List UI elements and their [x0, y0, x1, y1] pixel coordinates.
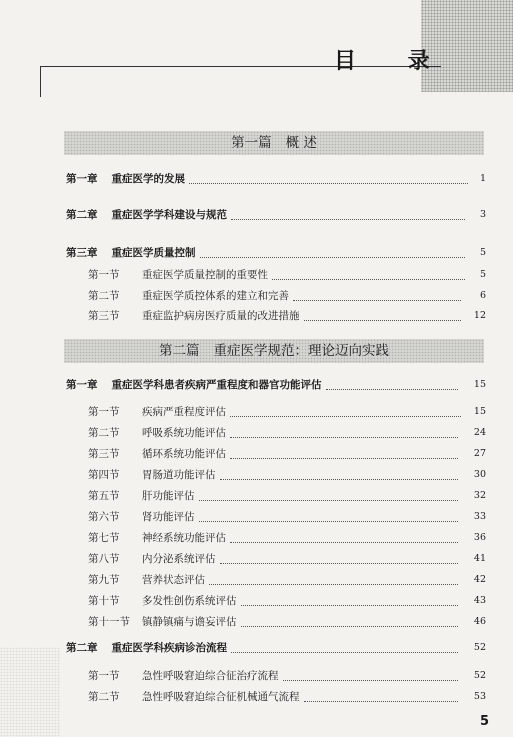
toc-chapter-row[interactable]	[0, 206, 513, 224]
toc-entry-number: 第十节	[88, 595, 120, 607]
toc-entry-text	[88, 403, 226, 421]
part-label: 第二篇	[159, 343, 200, 359]
toc-entry-number: 第四节	[88, 469, 120, 481]
toc-entry-number: 第三章	[66, 247, 98, 259]
part-label: 第一篇	[231, 135, 272, 151]
toc-page-number: 30	[473, 469, 486, 480]
toc-entry-title: 重症医学质量控制	[111, 247, 196, 259]
toc-page-number: 33	[473, 511, 486, 522]
leader-dots	[241, 587, 458, 606]
toc-section-row[interactable]	[0, 688, 513, 706]
toc-entry-text	[88, 667, 279, 685]
toc-entry-title: 胃肠道功能评估	[142, 469, 216, 481]
page-number: 5	[479, 714, 489, 729]
leader-dots	[230, 419, 458, 438]
toc-entry-text	[66, 376, 322, 394]
leader-dots	[209, 566, 458, 585]
toc-entry-text	[88, 307, 300, 325]
leader-dots	[231, 634, 458, 653]
toc-entry-text	[88, 466, 216, 484]
toc-page-number: 53	[473, 691, 486, 702]
toc-entry-number: 第三节	[88, 448, 120, 460]
toc-page-number: 52	[473, 642, 486, 653]
toc-entry-number: 第二节	[88, 290, 120, 302]
leader-dots	[241, 608, 458, 627]
page-title: 目 录	[334, 48, 452, 74]
toc-page-number: 6	[479, 290, 486, 301]
toc-page-number: 15	[473, 406, 486, 417]
toc-entry-text	[66, 206, 227, 224]
leader-dots	[199, 482, 458, 501]
toc-entry-title: 肝功能评估	[142, 490, 195, 502]
toc-page-number: 3	[479, 209, 486, 220]
leader-dots	[199, 503, 458, 522]
toc-entry-title: 呼吸系统功能评估	[142, 427, 226, 439]
toc-entry-text	[66, 244, 196, 262]
leader-dots	[220, 461, 458, 480]
toc-entry-number: 第二节	[88, 691, 120, 703]
leader-dots	[272, 261, 465, 280]
toc-section-row[interactable]	[0, 613, 513, 631]
toc-entry-number: 第六节	[88, 511, 120, 523]
toc-entry-text	[88, 445, 226, 463]
toc-entry-text	[88, 424, 226, 442]
toc-entry-text	[88, 287, 289, 305]
toc-entry-text	[88, 508, 195, 526]
leader-dots	[230, 524, 458, 543]
toc-page-number: 12	[473, 310, 486, 321]
toc-entry-number: 第一节	[88, 406, 120, 418]
toc-entry-text	[88, 571, 205, 589]
toc-page-number: 5	[479, 269, 486, 280]
toc-entry-number: 第十一节	[88, 616, 130, 628]
toc-page-number: 46	[473, 616, 486, 627]
leader-dots	[220, 545, 458, 564]
part-title: 重症医学规范：理论迈向实践	[213, 343, 389, 359]
toc-page-number: 32	[473, 490, 486, 501]
toc-chapter-row[interactable]	[0, 639, 513, 657]
leader-dots	[200, 239, 465, 258]
toc-chapter-row[interactable]	[0, 376, 513, 394]
toc-entry-number: 第一章	[66, 173, 98, 185]
toc-entry-title: 重症医学质控体系的建立和完善	[142, 290, 289, 302]
part-title: 概 述	[285, 135, 317, 151]
toc-page-number: 36	[473, 532, 486, 543]
leader-dots	[230, 440, 458, 459]
leader-dots	[304, 302, 461, 321]
toc-entry-title: 营养状态评估	[142, 574, 205, 586]
toc-entry-title: 重症监护病房医疗质量的改进措施	[142, 310, 300, 322]
toc-entry-number: 第二章	[66, 209, 98, 221]
toc-entry-number: 第一节	[88, 670, 120, 682]
toc-entry-title: 重症医学科疾病诊治流程	[111, 642, 227, 654]
toc-entry-text	[88, 266, 268, 284]
toc-entry-title: 镇静镇痛与谵妄评估	[142, 616, 237, 628]
toc-page-number: 1	[479, 173, 486, 184]
toc-entry-number: 第一节	[88, 269, 120, 281]
toc-page-number: 27	[473, 448, 486, 459]
toc-entry-text	[66, 639, 227, 657]
toc-entry-title: 疾病严重程度评估	[142, 406, 226, 418]
toc-chapter-row[interactable]	[0, 244, 513, 262]
leader-dots	[304, 683, 458, 702]
toc-entry-title: 多发性创伤系统评估	[142, 595, 237, 607]
toc-entry-text	[88, 613, 237, 631]
toc-entry-text	[88, 529, 226, 547]
leader-dots	[231, 201, 465, 220]
toc-entry-title: 重症医学的发展	[111, 173, 185, 185]
toc-entry-text	[66, 170, 185, 188]
toc-entry-title: 内分泌系统评估	[142, 553, 216, 565]
toc-entry-number: 第二章	[66, 642, 98, 654]
toc-entry-number: 第二节	[88, 427, 120, 439]
toc-section-row[interactable]	[0, 307, 513, 325]
toc-page-number: 5	[479, 247, 486, 258]
toc-entry-number: 第一章	[66, 379, 98, 391]
toc-entry-title: 循环系统功能评估	[142, 448, 226, 460]
toc-entry-number: 第九节	[88, 574, 120, 586]
toc-page-number: 52	[473, 670, 486, 681]
toc-entry-text	[88, 550, 216, 568]
toc-entry-title: 急性呼吸窘迫综合征治疗流程	[142, 670, 279, 682]
toc-entry-number: 第七节	[88, 532, 120, 544]
toc-entry-number: 第三节	[88, 310, 120, 322]
toc-entry-number: 第八节	[88, 553, 120, 565]
toc-entry-title: 肾功能评估	[142, 511, 195, 523]
leader-dots	[230, 398, 461, 417]
toc-entry-title: 重症医学科患者疾病严重程度和器官功能评估	[111, 379, 322, 391]
toc-entry-text	[88, 487, 195, 505]
toc-entry-title: 急性呼吸窘迫综合征机械通气流程	[142, 691, 300, 703]
leader-dots	[293, 282, 461, 301]
toc-page-number: 24	[473, 427, 486, 438]
toc-entry-number: 第五节	[88, 490, 120, 502]
toc-entry-title: 重症医学质量控制的重要性	[142, 269, 268, 281]
toc-entry-title: 神经系统功能评估	[142, 532, 226, 544]
leader-dots	[189, 165, 468, 184]
toc-entry-text	[88, 688, 300, 706]
leader-dots	[326, 371, 458, 390]
part-band-1	[64, 131, 484, 155]
toc-page-number: 15	[473, 379, 486, 390]
leader-dots	[283, 662, 458, 681]
toc-chapter-row[interactable]	[0, 170, 513, 188]
toc-page-number: 43	[473, 595, 486, 606]
toc-entry-title: 重症医学学科建设与规范	[111, 209, 227, 221]
toc-page-number: 42	[473, 574, 486, 585]
toc-page-number: 41	[473, 553, 486, 564]
part-band-2	[64, 339, 484, 363]
toc-entry-text	[88, 592, 237, 610]
